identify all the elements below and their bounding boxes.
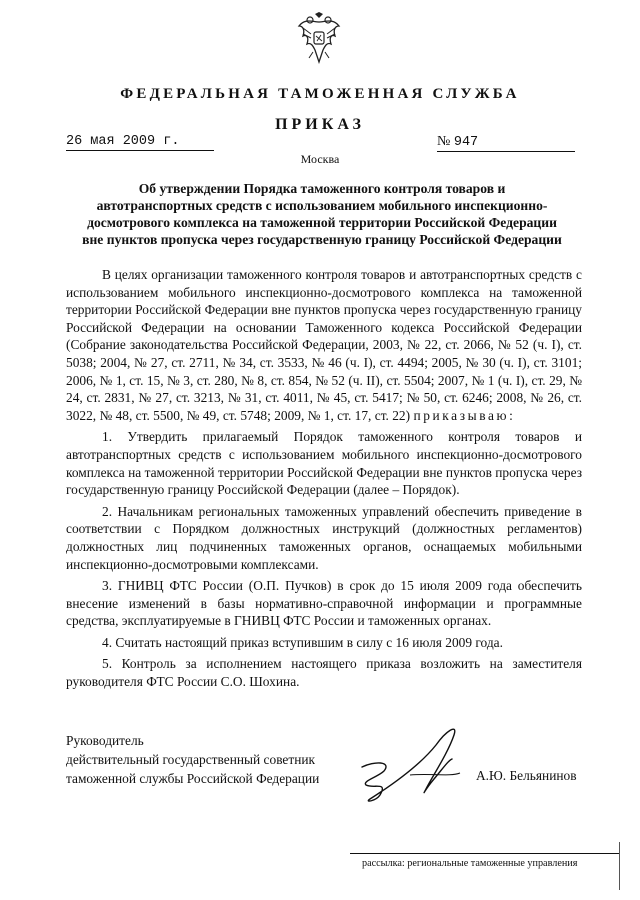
signatory-title [66,730,319,789]
order-number-field [437,134,575,152]
preamble-paragraph [66,266,582,424]
heading-line: Об утверждении Порядка таможенного контроля товаров и [138,181,506,196]
signatory-name: А.Ю. Бельянинов [476,768,577,783]
heading-line: автотранспортных средств с использованием мобильного инспекционно- [96,198,548,213]
city: Москва [300,152,340,166]
order-item-5: 5. Контроль за исполнением настоящего приказа возложить на заместителя руководителя ФТС России С.О. Шохина. [66,656,582,690]
agency-name: ФЕДЕРАЛЬНАЯ ТАМОЖЕННАЯ СЛУЖБА [120,86,520,102]
order-number: 947 [453,135,479,150]
signatory-title-line: таможенной службы Российской Федерации [66,771,320,786]
document-heading [62,180,582,248]
signatory-title-line: Руководитель [66,733,144,748]
order-item-2: 2. Начальникам региональных таможенных управлений обеспечить приведение в соответствии с Порядком должностных инструкций (должностных регламентов) должностных лиц подчиненных таможенных органов, оснащаемых мобильными инспекционно-досмотровыми комплексами. [66,503,582,572]
heading-line: вне пунктов пропуска через государственную границу Российской Федерации [82,232,562,247]
document-body [66,266,582,691]
number-sign: № [437,134,451,149]
coat-of-arms-icon [297,12,341,64]
distribution-rule [350,853,620,854]
order-item-1: 1. Утвердить прилагаемый Порядок таможенного контроля товаров и автотранспортных средств с использованием мобильного инспекционно-досмотрового комплекса на таможенной территории Российской Федерации вне пунктов пропуска через государственную границу Российской Федерации (далее – Порядок). [66,429,582,498]
preamble-text: В целях организации таможенного контроля товаров и автотранспортных средств с использованием мобильного инспекционно-досмотрового комплекса на таможенной территории Российской Федерации вне пунктов пропуска через государственную границу Российской Федерации на основании Таможенного кодекса Российской Федерации (Собрание законодательства Российской Федерации, 2003, № 22, ст. 2066, № 52 (ч. I), ст. 5038; 2004, № 27, ст. 2711, № 34, ст. 3533, № 46 (ч. I), ст. 4494; 2005, № 30 (ч. I), ст. 3101; 2006, № 1, ст. 15, № 3, ст. 280, № 8, ст. 854, № 52 (ч. II), ст. 5504; 2007, № 1 (ч. I), ст. 29, № 24, ст. 2831, № 27, ст. 3213, № 31, ст. 4011, № 45, ст. 5417; № 50, ст. 6246; 2008, № 26, ст. 3022, № 48, ст. 5500, № 49, ст. 5748; 2009, № 1, ст. 17, ст. 22) [66,267,582,423]
order-date: 26 мая 2009 г. [66,134,214,151]
distribution-note: рассылка: региональные таможенные управления [362,858,578,869]
heading-line: досмотрового комплекса на таможенной территории Российской Федерации [87,215,557,230]
order-item-3: 3. ГНИВЦ ФТС России (О.П. Пучков) в срок до 15 июля 2009 года обеспечить внесение изменений в базы нормативно-справочной информации и программные средства, эксплуатируемые в ГНИВЦ ФТС России и таможенных органах. [66,578,582,629]
command-word: приказываю: [413,407,516,423]
order-item-4: 4. Считать настоящий приказ вступившим в силу с 16 июля 2009 года. [102,634,503,650]
handwritten-signature-icon [340,715,500,815]
signatory-title-line: действительный государственный советник [66,752,316,767]
document-type: ПРИКАЗ [275,116,365,133]
page-edge-mark [619,842,620,890]
